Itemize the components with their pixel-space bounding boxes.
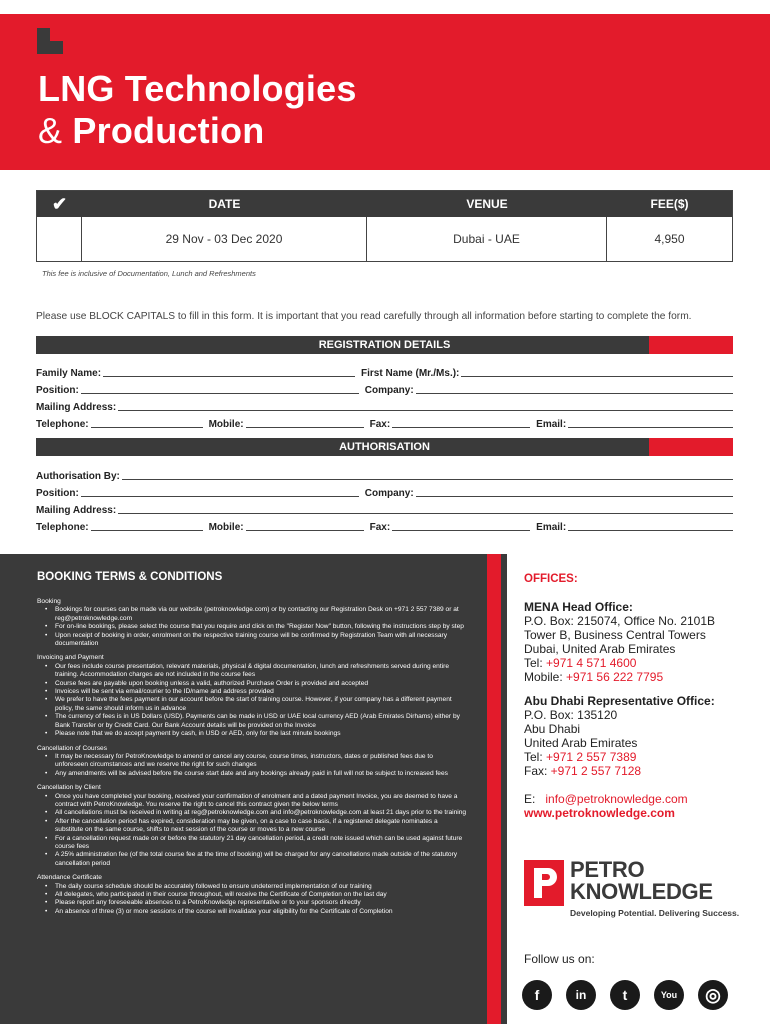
brand-mark-icon: [37, 28, 63, 54]
terms-item: • For on-line bookings, please select the course that you require and click on the "Register Now" button, following the instructions step by step: [45, 623, 467, 631]
authorisation-position-row: Position: Company:: [36, 485, 733, 499]
email-field[interactable]: [568, 427, 733, 428]
mena-tel-link[interactable]: +971 4 571 4600: [546, 656, 637, 670]
page-title: LNG Technologies & Production: [38, 68, 357, 151]
terms-item: • Please report any foreseeable absences to a PetroKnowledge representative or to your sponsors directly: [45, 899, 467, 907]
terms-section-title: Cancellation of Courses: [37, 744, 108, 752]
auth-company-field[interactable]: [416, 496, 733, 497]
terms-section-title: Attendance Certificate: [37, 874, 102, 882]
first-name-field[interactable]: [461, 376, 733, 377]
authorisation-section-title: AUTHORISATION: [36, 438, 733, 456]
linkedin-icon[interactable]: in: [566, 980, 596, 1010]
terms-item: • Our fees include course presentation, relevant materials, physical & digital documentation, lunch and refreshments served during entire training. Accommodation charges are not included in the course fees: [45, 663, 467, 680]
terms-item: • The daily course schedule should be accurately followed to ensure undeterred implementation of our training: [45, 883, 467, 891]
date-header: DATE: [208, 197, 241, 211]
checkmark-icon: ✔: [51, 193, 68, 214]
auth-position-field[interactable]: [81, 496, 359, 497]
follow-us-label: Follow us on:: [524, 952, 595, 966]
terms-item: • We prefer to have the fees payment in our account before the start of training course. However, if your company has a different payment policy, the same should inform us in advance: [45, 696, 467, 713]
terms-item: • It may be necessary for PetroKnowledge to amend or cancel any course, course times, instructors, dates or published fees due to unforeseen circumstances and we reserve the right for such changes: [45, 753, 467, 770]
terms-item: • The currency of fees is in US Dollars (USD). Payments can be made in USD or UAE local currency AED (Arab Emirates Dirhams) either by Bank Transfer or by Credit Card. Our Bank Account details will be provided on the Invoice: [45, 713, 467, 730]
registration-contact-row: Telephone: Mobile: Fax: Email:: [36, 416, 733, 430]
terms-list: [45, 753, 467, 778]
instagram-icon[interactable]: ◎: [698, 980, 728, 1010]
booking-terms-panel: [0, 554, 487, 1024]
abudhabi-tel-link[interactable]: +971 2 557 7389: [546, 750, 637, 764]
terms-item: • Bookings for courses can be made via our website (petroknowledge.com) or by contacting our Registration Desk on +971 2 557 7389 or at reg@petroknowledge.com: [45, 606, 467, 623]
terms-item: • Once you have completed your booking, received your confirmation of enrolment and a dated payment Invoice, you are deemed to have a contract with PetroKnowledge. You reserve the right to cancel this contract given the below terms: [45, 793, 467, 810]
course-table: [36, 190, 733, 262]
course-table-header: [37, 191, 732, 217]
terms-section-title: Booking: [37, 598, 61, 605]
registration-name-row: Family Name: First Name (Mr./Ms.):: [36, 365, 733, 379]
terms-item: • Invoices will be sent via email/courier to the ID/name and address provided: [45, 688, 467, 696]
mena-mobile-link[interactable]: +971 56 222 7795: [566, 670, 664, 684]
terms-list: [45, 883, 467, 917]
terms-section-title: Cancellation by Client: [37, 784, 101, 792]
authorisation-by-row: Authorisation By:: [36, 468, 733, 482]
terms-item: • All delegates, who participated in their course throughout, will receive the Certificate of Completion on the last day: [45, 891, 467, 899]
terms-list: [45, 606, 467, 648]
dark-divider-stripe: [501, 554, 507, 1024]
course-fee: 4,950: [654, 232, 685, 246]
facebook-icon[interactable]: f: [522, 980, 552, 1010]
terms-list: [45, 663, 467, 739]
auth-telephone-field[interactable]: [91, 530, 203, 531]
abudhabi-fax-link[interactable]: +971 2 557 7128: [550, 764, 642, 778]
youtube-icon[interactable]: You: [654, 980, 684, 1010]
course-venue: Dubai - UAE: [367, 217, 607, 261]
offices-heading: OFFICES:: [524, 573, 578, 585]
terms-body: [37, 598, 467, 916]
auth-email-field[interactable]: [568, 530, 733, 531]
email-link[interactable]: info@petroknowledge.com: [545, 792, 688, 806]
select-checkbox[interactable]: [37, 217, 82, 261]
terms-item: • After the cancellation period has expired, consideration may be given, on a case to case basis, if a registered delegate nominates a substitute on the same course, shifts to next session of the course or moves to a new course: [45, 818, 467, 835]
registration-section-title: REGISTRATION DETAILS: [36, 336, 733, 354]
twitter-icon[interactable]: t: [610, 980, 640, 1010]
terms-item: • All cancellations must be received in writing at reg@petroknowledge.com and info@petroknowledge.com at least 21 days prior to the training: [45, 809, 467, 817]
venue-header: VENUE: [466, 197, 508, 211]
mobile-field[interactable]: [246, 427, 364, 428]
header-banner: [0, 14, 770, 170]
terms-item: • Any amendments will be advised before the course start date and any bookings already paid in full will not be subject to increased fees: [45, 770, 467, 778]
family-name-field[interactable]: [103, 376, 355, 377]
company-field[interactable]: [416, 393, 733, 394]
registration-address-row: Mailing Address:: [36, 399, 733, 413]
mena-office: MENA Head Office: P.O. Box: 215074, Office No. 2101B Tower B, Business Central Towers Dubai, United Arab Emirates Tel: +971 4 571 4600 Mobile: +971 56 222 7795: [524, 600, 716, 684]
terms-section-title: Invoicing and Payment: [37, 654, 104, 662]
authorisation-by-field[interactable]: [122, 479, 733, 480]
petroknowledge-mark-icon: [524, 860, 564, 906]
terms-list: [45, 793, 467, 869]
authorisation-address-row: Mailing Address:: [36, 502, 733, 516]
auth-fax-field[interactable]: [392, 530, 530, 531]
course-date: 29 Nov - 03 Dec 2020: [82, 217, 367, 261]
terms-item: • Course fees are payable upon booking unless a valid, authorized Purchase Order is provided and accepted: [45, 680, 467, 688]
terms-item: • An absence of three (3) or more sessions of the course will invalidate your eligibility for the Certificate of Completion: [45, 908, 467, 916]
petroknowledge-logo: PETRO KNOWLEDGE Developing Potential. Delivering Success.: [524, 858, 739, 920]
terms-item: • Please note that we do accept payment by cash, in USD or AED, only for the last minute bookings: [45, 730, 467, 738]
telephone-field[interactable]: [91, 427, 203, 428]
fax-field[interactable]: [392, 427, 530, 428]
form-instructions: Please use BLOCK CAPITALS to fill in this form. It is important that you read carefully through all information before starting to complete the form.: [36, 311, 692, 322]
website-link[interactable]: www.petroknowledge.com: [524, 806, 675, 820]
red-divider-stripe: [487, 554, 501, 1024]
mailing-address-field[interactable]: [118, 410, 733, 411]
terms-title: BOOKING TERMS & CONDITIONS: [37, 571, 223, 583]
authorisation-contact-row: Telephone: Mobile: Fax: Email:: [36, 519, 733, 533]
terms-item: • For a cancellation request made on or before the statutory 21 day cancellation period, a credit note issued which can be used against future course fees: [45, 835, 467, 852]
terms-item: • Upon receipt of booking in order, enrolment on the respective training course will be confirmed by Registration Team with all necessary documentation: [45, 632, 467, 649]
auth-mailing-address-field[interactable]: [118, 513, 733, 514]
fee-header: FEE($): [650, 197, 689, 211]
position-field[interactable]: [81, 393, 359, 394]
abudhabi-office: Abu Dhabi Representative Office: P.O. Box: 135120 Abu Dhabi United Arab Emirates Tel: +971 2 557 7389 Fax: +971 2 557 7128: [524, 694, 715, 778]
social-links: [522, 980, 728, 1010]
registration-position-row: Position: Company:: [36, 382, 733, 396]
terms-item: • A 25% administration fee (of the total course fee at the time of booking) will be charged for any cancellations made outside of the statutory cancellation period: [45, 851, 467, 868]
fee-note: This fee is inclusive of Documentation, Lunch and Refreshments: [42, 269, 256, 278]
course-table-row: [37, 217, 732, 261]
offices-section: OFFICES: MENA Head Office: P.O. Box: 215074, Office No. 2101B Tower B, Business Central Towers Dubai, United Arab Emirates Tel: +971 4 571 4600 Mobile: +971 56 222 7795 Abu Dhabi Representative Office: P.O. Box: 135120 Abu Dhabi United Arab Emirates Tel: +971 2 557 7389 Fax: +971 2 557 7128 E: info@petroknowledge.com www.petroknowledge.com: [524, 572, 754, 820]
auth-mobile-field[interactable]: [246, 530, 364, 531]
